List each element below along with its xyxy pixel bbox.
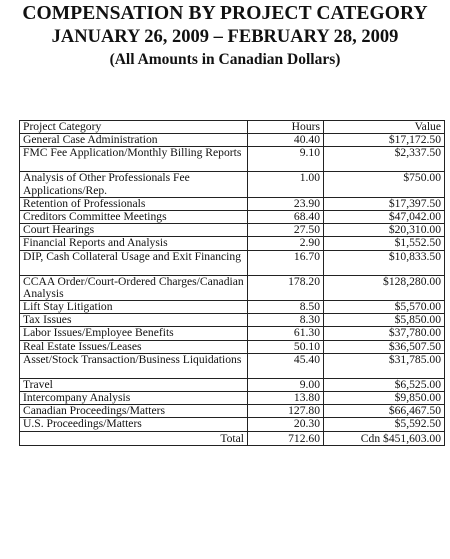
category-cell: CCAA Order/Court-Ordered Charges/Canadian Analysis [20, 275, 248, 300]
table-row [20, 353, 445, 378]
column-header-category: Project Category [20, 121, 248, 134]
value-cell: $5,592.50 [324, 418, 445, 431]
table-row [20, 314, 445, 327]
title-date-range: JANUARY 26, 2009 – FEBRUARY 28, 2009 [51, 27, 399, 47]
table-row [20, 340, 445, 353]
table-row [20, 147, 445, 172]
category-cell: Labor Issues/Employee Benefits [20, 327, 248, 340]
hours-cell: 50.10 [248, 340, 324, 353]
hours-cell: 1.00 [248, 172, 324, 197]
total-hours: 712.60 [248, 431, 324, 445]
hours-cell: 61.30 [248, 327, 324, 340]
value-cell: $5,850.00 [324, 314, 445, 327]
value-cell: $17,172.50 [324, 134, 445, 147]
value-cell: $128,280.00 [324, 275, 445, 300]
value-cell: $20,310.00 [324, 224, 445, 237]
value-cell: $750.00 [324, 172, 445, 197]
table-row [20, 275, 445, 300]
column-header-hours: Hours [248, 121, 324, 134]
category-cell: DIP, Cash Collateral Usage and Exit Financing [20, 250, 248, 275]
category-cell: Asset/Stock Transaction/Business Liquidations [20, 353, 248, 378]
table-row [20, 378, 445, 391]
category-cell: Retention of Professionals [20, 197, 248, 210]
hours-cell: 16.70 [248, 250, 324, 275]
hours-cell: 13.80 [248, 392, 324, 405]
value-cell: $2,337.50 [324, 147, 445, 172]
value-cell: $37,780.00 [324, 327, 445, 340]
title-currency-note: (All Amounts in Canadian Dollars) [109, 51, 341, 68]
hours-cell: 68.40 [248, 211, 324, 224]
total-row [20, 431, 445, 445]
category-cell: Travel [20, 378, 248, 391]
value-cell: $17,397.50 [324, 197, 445, 210]
compensation-table [19, 120, 445, 446]
hours-cell: 20.30 [248, 418, 324, 431]
value-cell: $36,507.50 [324, 340, 445, 353]
title-line-1: COMPENSATION BY PROJECT CATEGORY [22, 3, 428, 24]
category-cell: Creditors Committee Meetings [20, 211, 248, 224]
hours-cell: 9.00 [248, 378, 324, 391]
table-row [20, 250, 445, 275]
value-cell: $47,042.00 [324, 211, 445, 224]
category-cell: FMC Fee Application/Monthly Billing Reports [20, 147, 248, 172]
value-cell: $66,467.50 [324, 405, 445, 418]
table-row [20, 327, 445, 340]
value-cell: $31,785.00 [324, 353, 445, 378]
hours-cell: 23.90 [248, 197, 324, 210]
value-cell: $6,525.00 [324, 378, 445, 391]
table-row [20, 392, 445, 405]
category-cell: U.S. Proceedings/Matters [20, 418, 248, 431]
hours-cell: 45.40 [248, 353, 324, 378]
hours-cell: 127.80 [248, 405, 324, 418]
value-cell: $10,833.50 [324, 250, 445, 275]
table-row [20, 418, 445, 431]
category-cell: General Case Administration [20, 134, 248, 147]
hours-cell: 8.30 [248, 314, 324, 327]
category-cell: Financial Reports and Analysis [20, 237, 248, 250]
table-row [20, 172, 445, 197]
table-row [20, 224, 445, 237]
category-cell: Canadian Proceedings/Matters [20, 405, 248, 418]
category-cell: Real Estate Issues/Leases [20, 340, 248, 353]
value-cell: $9,850.00 [324, 392, 445, 405]
value-cell: $1,552.50 [324, 237, 445, 250]
category-cell: Lift Stay Litigation [20, 301, 248, 314]
column-header-value: Value [324, 121, 445, 134]
hours-cell: 8.50 [248, 301, 324, 314]
table-row [20, 197, 445, 210]
table-row [20, 134, 445, 147]
table-row [20, 405, 445, 418]
hours-cell: 178.20 [248, 275, 324, 300]
category-cell: Analysis of Other Professionals Fee Applications/Rep. [20, 172, 248, 197]
table-row [20, 301, 445, 314]
table-header-row [20, 121, 445, 134]
hours-cell: 27.50 [248, 224, 324, 237]
category-cell: Tax Issues [20, 314, 248, 327]
category-cell: Intercompany Analysis [20, 392, 248, 405]
category-cell: Court Hearings [20, 224, 248, 237]
table-row [20, 237, 445, 250]
value-cell: $5,570.00 [324, 301, 445, 314]
total-value: Cdn $451,603.00 [324, 431, 445, 445]
table-row [20, 211, 445, 224]
total-label: Total [20, 431, 248, 445]
hours-cell: 9.10 [248, 147, 324, 172]
hours-cell: 2.90 [248, 237, 324, 250]
hours-cell: 40.40 [248, 134, 324, 147]
